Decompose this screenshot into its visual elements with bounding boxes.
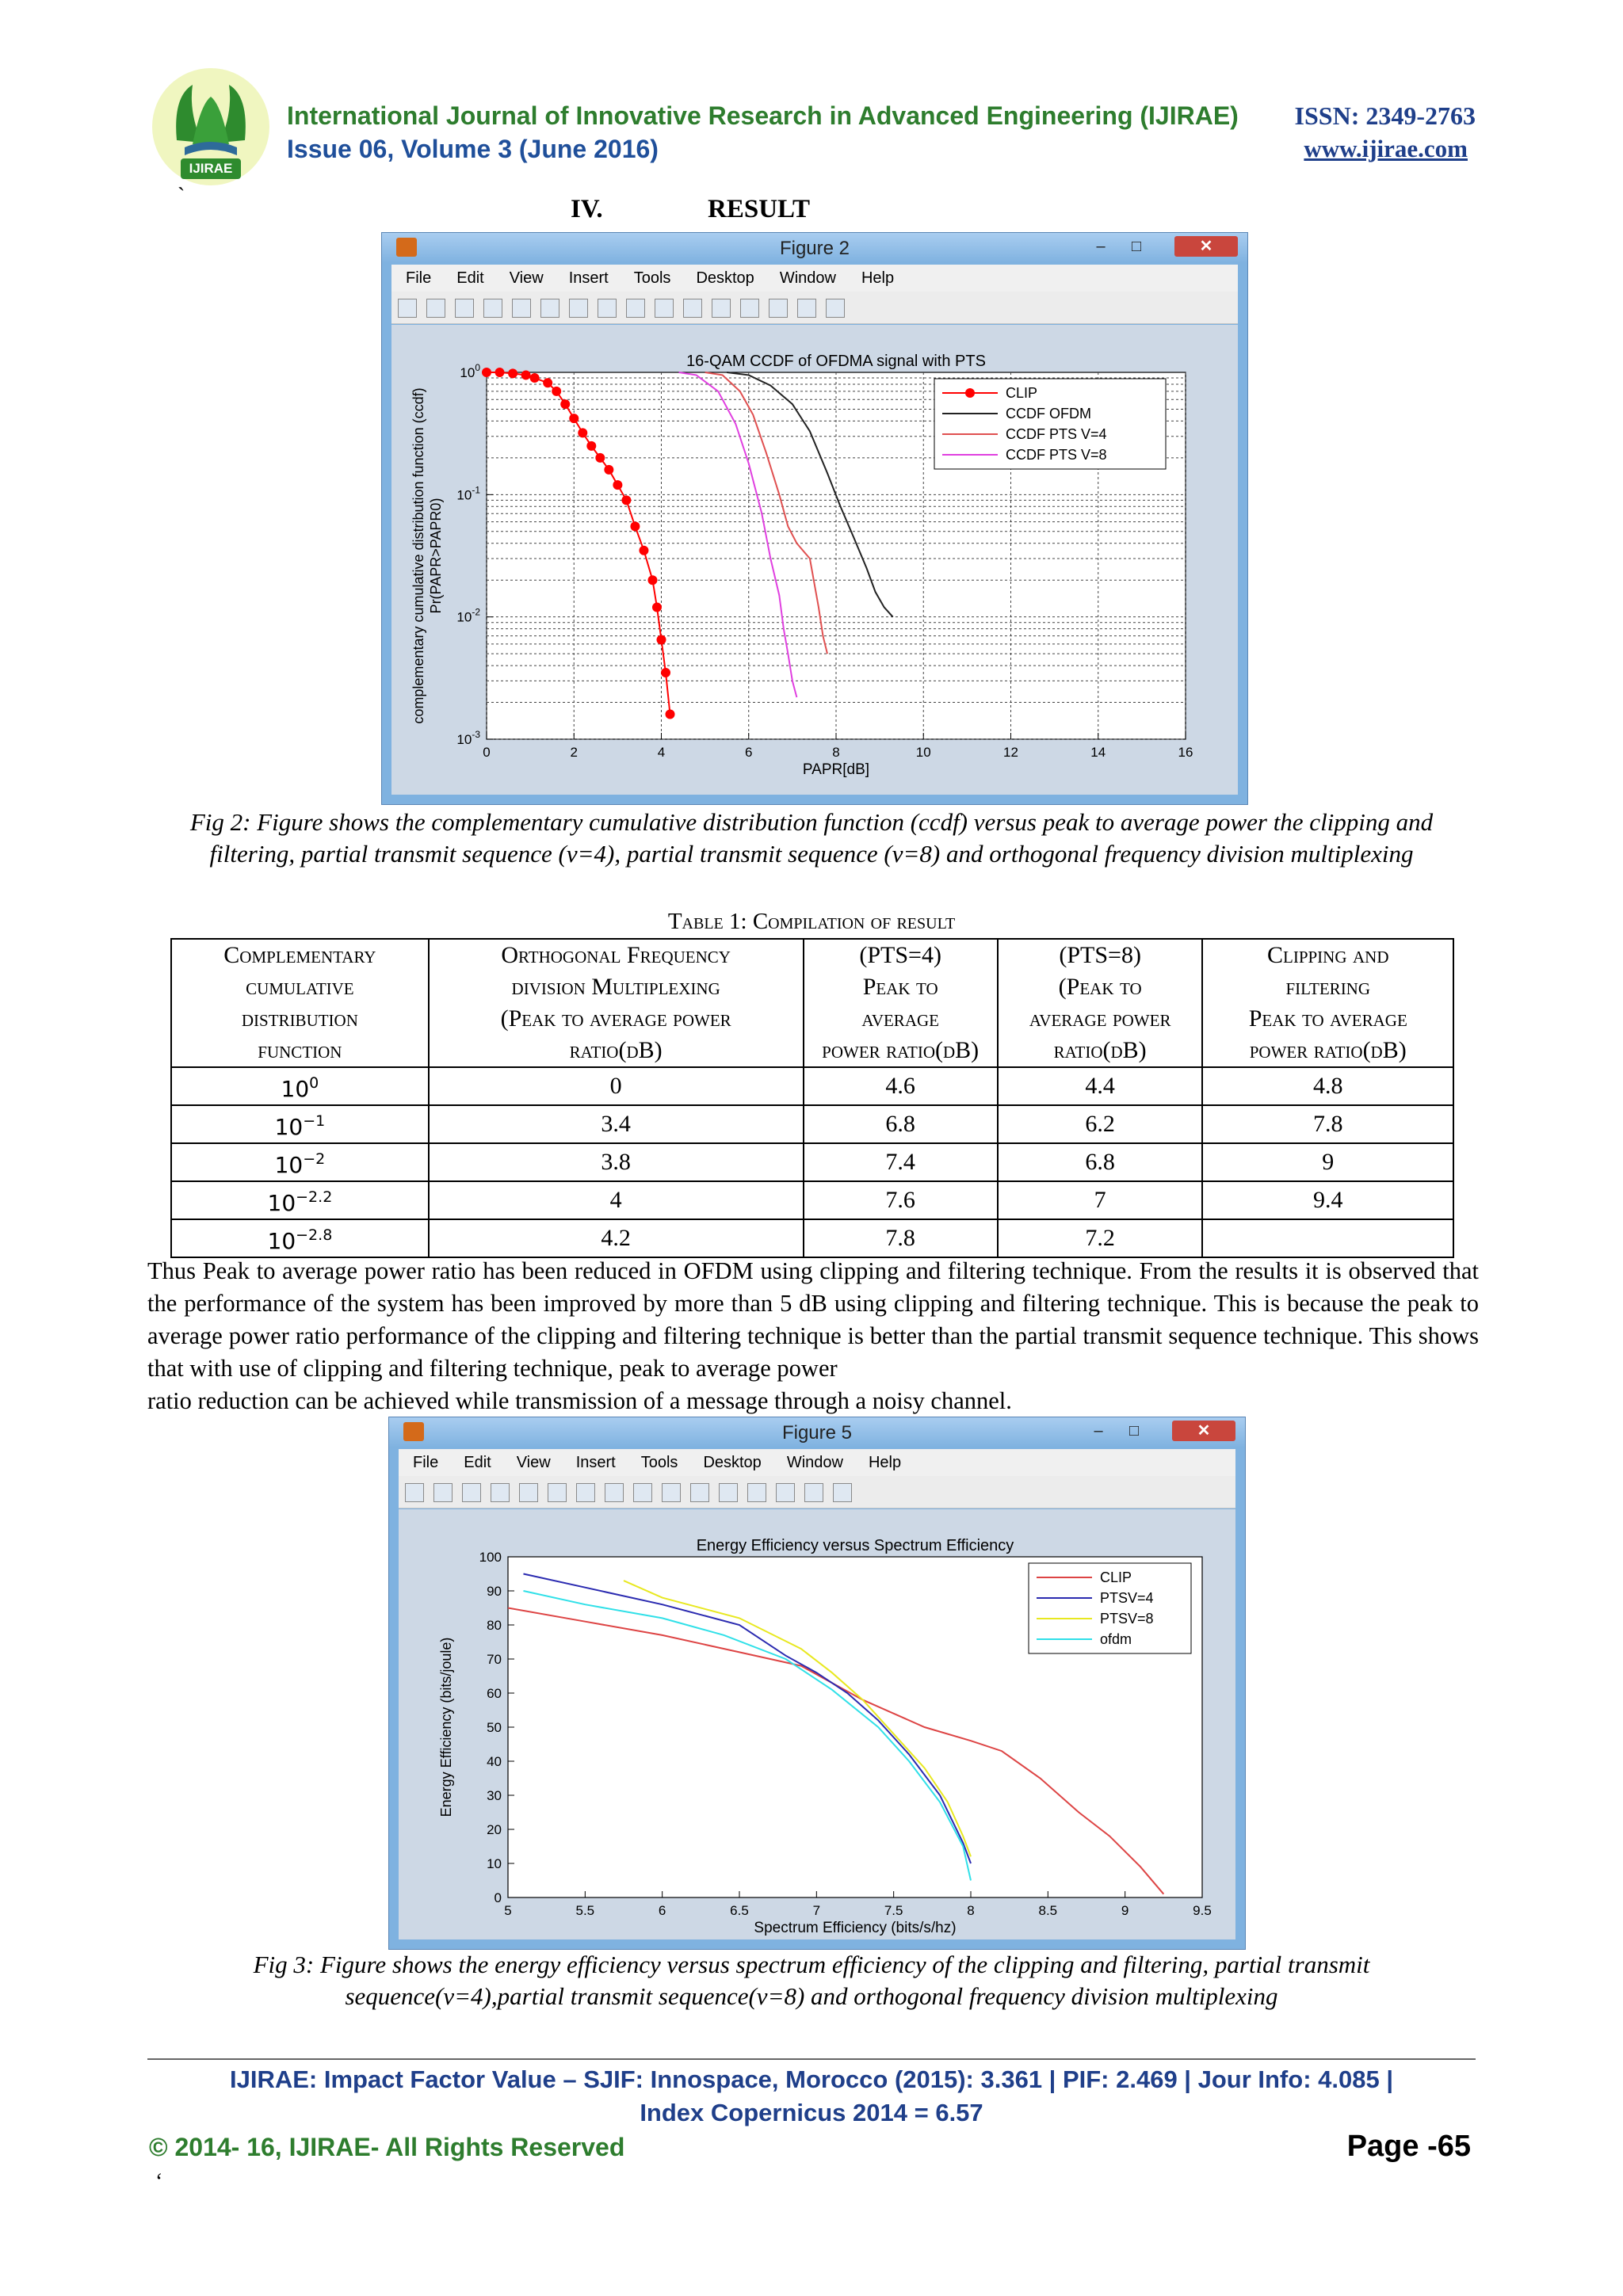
y-axis-label-2: Pr(PAPR>PAPR0) bbox=[428, 498, 444, 614]
data-point bbox=[521, 370, 531, 379]
legend-label: CCDF OFDM bbox=[1006, 406, 1091, 421]
y-tick-label: 10 bbox=[487, 1856, 502, 1871]
footer-divider bbox=[147, 2058, 1476, 2060]
journal-issue: Issue 06, Volume 3 (June 2016) bbox=[287, 135, 659, 163]
data-point bbox=[657, 635, 666, 645]
minimize-button[interactable]: – bbox=[1096, 238, 1106, 255]
pointer-icon[interactable] bbox=[519, 1483, 538, 1502]
legend-icon[interactable] bbox=[769, 299, 788, 318]
figure2-plot-area bbox=[391, 325, 1238, 795]
table-header-line: power ratio(dB) bbox=[822, 1037, 980, 1063]
table-row bbox=[171, 1105, 1453, 1143]
stray-mark: ` bbox=[178, 184, 185, 208]
table-header-cell bbox=[1202, 939, 1453, 1067]
fig2-caption: Fig 2: Figure shows the complementary cumulative distribution function (ccdf) versus peak to average power the clipping and filtering, partial transmit sequence (v=4), partial transmit sequence (v=8) and orthogonal frequency division multiplexing bbox=[189, 808, 1434, 868]
legend-label: CCDF PTS V=4 bbox=[1006, 426, 1107, 442]
table-cell: 6.2 bbox=[998, 1105, 1203, 1143]
table-header-line: (PTS=4) bbox=[859, 942, 941, 968]
table-cell: 3.8 bbox=[429, 1143, 804, 1181]
table-header-cell bbox=[171, 939, 429, 1067]
figure5-window bbox=[388, 1417, 1246, 1950]
x-tick-label: 9.5 bbox=[1193, 1903, 1212, 1918]
menu-help[interactable]: Help bbox=[868, 1454, 902, 1471]
x-tick-label: 4 bbox=[657, 745, 666, 760]
table-cell: 4.6 bbox=[804, 1067, 998, 1105]
table-cell: 4.2 bbox=[429, 1219, 804, 1257]
zoom-in-icon[interactable] bbox=[548, 1483, 567, 1502]
y-tick-label: $10^0$ bbox=[460, 362, 480, 380]
data-point bbox=[647, 575, 657, 585]
table-header-cell bbox=[998, 939, 1203, 1067]
table-cell: 7.8 bbox=[1202, 1105, 1453, 1143]
data-point bbox=[613, 480, 622, 490]
ccdf-chart bbox=[391, 325, 1238, 795]
y-tick-label: 50 bbox=[487, 1720, 502, 1735]
table-cell: 3.4 bbox=[429, 1105, 804, 1143]
table-header-line: filtering bbox=[1285, 974, 1371, 1000]
table-header-line: Peak to bbox=[862, 974, 938, 1000]
table-cell: 4.8 bbox=[1202, 1067, 1453, 1105]
table-header-line: (PTS=8) bbox=[1059, 942, 1141, 968]
hide-tools-icon[interactable] bbox=[804, 1483, 823, 1502]
menu-tools[interactable]: Tools bbox=[633, 269, 671, 287]
data-point bbox=[661, 668, 670, 677]
table-header-line: (Peak to average power bbox=[500, 1005, 731, 1032]
link-icon[interactable] bbox=[719, 1483, 738, 1502]
figure5-plot-area bbox=[399, 1509, 1235, 1939]
data-point bbox=[586, 441, 596, 451]
x-tick-label: 6 bbox=[745, 745, 753, 760]
table-header-line: Complementary bbox=[223, 942, 376, 968]
section-number: IV. bbox=[571, 195, 603, 223]
colorbar-icon[interactable] bbox=[747, 1483, 766, 1502]
energy-efficiency-chart bbox=[399, 1509, 1235, 1939]
x-tick-label: 8.5 bbox=[1038, 1903, 1058, 1918]
show-tools-icon[interactable] bbox=[833, 1483, 852, 1502]
link-icon[interactable] bbox=[712, 299, 731, 318]
menu-desktop[interactable]: Desktop bbox=[696, 269, 754, 287]
new-file-icon[interactable] bbox=[405, 1483, 424, 1502]
table-cell: 6.8 bbox=[998, 1143, 1203, 1181]
x-tick-label: 5.5 bbox=[575, 1903, 595, 1918]
table-header-line: ratio(dB) bbox=[569, 1037, 663, 1063]
x-tick-label: 12 bbox=[1003, 745, 1018, 760]
table-cell: 7.4 bbox=[804, 1143, 998, 1181]
data-cursor-icon[interactable] bbox=[662, 1483, 681, 1502]
menu-desktop[interactable]: Desktop bbox=[703, 1454, 762, 1471]
table-header-cell bbox=[804, 939, 998, 1067]
data-point bbox=[666, 709, 675, 719]
data-point bbox=[495, 368, 505, 377]
rotate-icon[interactable] bbox=[626, 299, 645, 318]
figure2-window bbox=[381, 232, 1248, 805]
x-tick-label: 0 bbox=[483, 745, 491, 760]
data-point bbox=[578, 428, 587, 437]
data-point bbox=[639, 546, 648, 555]
data-point bbox=[508, 368, 517, 378]
x-tick-label: 5 bbox=[504, 1903, 512, 1918]
table-header-cell bbox=[429, 939, 804, 1067]
pan-icon[interactable] bbox=[598, 299, 617, 318]
x-axis-label: PAPR[dB] bbox=[802, 761, 870, 778]
x-tick-label: 2 bbox=[570, 745, 578, 760]
table-cell bbox=[1202, 1219, 1453, 1257]
y-axis-label: complementary cumulative distribution function (ccdf) bbox=[411, 387, 426, 724]
menu-insert[interactable]: Insert bbox=[575, 1454, 616, 1471]
data-point bbox=[543, 378, 552, 387]
x-tick-label: 6 bbox=[658, 1903, 666, 1918]
table-header-line: cumulative bbox=[246, 974, 354, 1000]
pointer-icon[interactable] bbox=[512, 299, 531, 318]
footer-index-line: Index Copernicus 2014 = 6.57 bbox=[640, 2099, 983, 2126]
result-paragraph-last-line: ratio reduction can be achieved while transmission of a message through a noisy channel. bbox=[147, 1387, 1012, 1414]
table-row bbox=[171, 1143, 1453, 1181]
y-tick-label: $10^{-3}$ bbox=[456, 729, 480, 747]
legend-label: CLIP bbox=[1006, 385, 1038, 401]
table-cell: 7.2 bbox=[998, 1219, 1203, 1257]
figure2-title: Figure 2 bbox=[779, 238, 850, 259]
y-tick-label: 80 bbox=[487, 1618, 502, 1633]
table-cell: 7.8 bbox=[804, 1219, 998, 1257]
brush-icon[interactable] bbox=[690, 1483, 709, 1502]
result-paragraph: Thus Peak to average power ratio has been reduced in OFDM using clipping and filtering technique. From the results it is observed that the performance of the system has been improved by more than 5 dB using clipping and filtering technique. This is because the peak to average power ratio performance of the clipping and filtering technique is better than the partial transmit sequence technique. This shows that with use of clipping and filtering technique, peak to average power bbox=[147, 1257, 1479, 1382]
legend-label: ofdm bbox=[1100, 1631, 1132, 1647]
table-cell-ccdf: $10^{-2.2}$ bbox=[171, 1181, 429, 1219]
table-cell: 0 bbox=[429, 1067, 804, 1105]
table-cell: 9 bbox=[1202, 1143, 1453, 1181]
legend-label: CLIP bbox=[1100, 1569, 1132, 1585]
data-point bbox=[569, 414, 579, 423]
table-caption: Table 1: Compilation of result bbox=[667, 909, 956, 934]
menu-edit[interactable]: Edit bbox=[464, 1454, 491, 1471]
data-point bbox=[482, 368, 491, 377]
save-icon[interactable] bbox=[455, 299, 474, 318]
print-icon[interactable] bbox=[491, 1483, 510, 1502]
journal-url[interactable]: www.ijirae.com bbox=[1304, 135, 1468, 162]
x-tick-label: 7 bbox=[812, 1903, 821, 1918]
minimize-button[interactable]: – bbox=[1094, 1422, 1103, 1440]
legend-label: PTSV=4 bbox=[1100, 1590, 1154, 1606]
menu-window[interactable]: Window bbox=[779, 269, 836, 287]
open-folder-icon[interactable] bbox=[426, 299, 445, 318]
x-tick-label: 7.5 bbox=[884, 1903, 903, 1918]
footer-impact-line: IJIRAE: Impact Factor Value – SJIF: Innospace, Morocco (2015): 3.361 | PIF: 2.469 | Jour Info: 4.085 | bbox=[230, 2065, 1393, 2093]
figure2-toolbar bbox=[391, 292, 1238, 324]
page-number: Page -65 bbox=[1346, 2130, 1471, 2163]
chart-title: 16-QAM CCDF of OFDMA signal with PTS bbox=[686, 353, 986, 370]
menu-tools[interactable]: Tools bbox=[640, 1454, 678, 1471]
colorbar-icon[interactable] bbox=[740, 299, 759, 318]
y-tick-label: $10^{-1}$ bbox=[456, 484, 480, 503]
legend-icon[interactable] bbox=[776, 1483, 795, 1502]
table-row bbox=[171, 1067, 1453, 1105]
save-icon[interactable] bbox=[462, 1483, 481, 1502]
menu-insert[interactable]: Insert bbox=[568, 269, 609, 287]
brush-icon[interactable] bbox=[683, 299, 702, 318]
x-tick-label: 9 bbox=[1121, 1903, 1129, 1918]
table-row bbox=[171, 1181, 1453, 1219]
data-point bbox=[630, 521, 640, 531]
figure5-toolbar bbox=[399, 1476, 1235, 1508]
copyright: © 2014- 16, IJIRAE- All Rights Reserved bbox=[149, 2133, 625, 2161]
legend-label: PTSV=8 bbox=[1100, 1611, 1154, 1627]
menu-help[interactable]: Help bbox=[861, 269, 895, 287]
data-point bbox=[595, 453, 605, 463]
y-tick-label: 0 bbox=[494, 1890, 502, 1905]
figure5-titlebar[interactable] bbox=[389, 1417, 1245, 1447]
close-button[interactable]: ✕ bbox=[1174, 236, 1238, 257]
fig3-caption: Fig 3: Figure shows the energy efficiency versus spectrum efficiency of the clipping and filtering, partial transmit sequence(v=4),partial transmit sequence(v=8) and orthogonal frequency division multiplexing bbox=[253, 1951, 1370, 2010]
data-point bbox=[652, 602, 662, 612]
table-header-line: distribution bbox=[241, 1005, 358, 1032]
menu-view[interactable]: View bbox=[509, 269, 544, 287]
table-header-line: division Multiplexing bbox=[511, 974, 720, 1000]
x-tick-label: 10 bbox=[915, 745, 931, 760]
y-tick-label: $10^{-2}$ bbox=[456, 606, 480, 625]
figure5-title: Figure 5 bbox=[781, 1422, 853, 1444]
open-folder-icon[interactable] bbox=[433, 1483, 453, 1502]
journal-title: International Journal of Innovative Research in Advanced Engineering (IJIRAE) bbox=[287, 101, 1239, 130]
table-cell: 6.8 bbox=[804, 1105, 998, 1143]
rotate-icon[interactable] bbox=[633, 1483, 652, 1502]
logo-text: IJIRAE bbox=[189, 161, 233, 176]
x-tick-label: 16 bbox=[1178, 745, 1193, 760]
table-row bbox=[171, 1219, 1453, 1257]
new-file-icon[interactable] bbox=[398, 299, 417, 318]
data-point bbox=[552, 387, 561, 396]
table-header-line: power ratio(dB) bbox=[1249, 1037, 1407, 1063]
figure2-menubar bbox=[391, 265, 1238, 292]
section-title: RESULT bbox=[708, 195, 811, 223]
table-cell: 7 bbox=[998, 1181, 1203, 1219]
table-header-row bbox=[171, 939, 1453, 1067]
print-icon[interactable] bbox=[483, 299, 502, 318]
data-point bbox=[621, 495, 631, 505]
menu-file[interactable]: File bbox=[413, 1454, 439, 1471]
pan-icon[interactable] bbox=[605, 1483, 624, 1502]
table-header-line: Orthogonal Frequency bbox=[501, 942, 731, 968]
data-point bbox=[604, 465, 613, 475]
result-table bbox=[170, 938, 1454, 1258]
data-cursor-icon[interactable] bbox=[655, 299, 674, 318]
table-header-line: average bbox=[861, 1005, 939, 1032]
menu-window[interactable]: Window bbox=[786, 1454, 843, 1471]
table-cell-ccdf: $10^0$ bbox=[171, 1067, 429, 1105]
chart-title: Energy Efficiency versus Spectrum Efficiency bbox=[696, 1537, 1014, 1554]
zoom-out-icon[interactable] bbox=[569, 299, 588, 318]
data-point bbox=[530, 373, 540, 383]
table-cell: 9.4 bbox=[1202, 1181, 1453, 1219]
table-header-line: Peak to average bbox=[1248, 1005, 1407, 1032]
table-cell-ccdf: $10^{-2}$ bbox=[171, 1143, 429, 1181]
table-cell-ccdf: $10^{-2.8}$ bbox=[171, 1219, 429, 1257]
journal-issn: ISSN: 2349-2763 bbox=[1294, 101, 1476, 130]
table-header-line: ratio(dB) bbox=[1053, 1037, 1147, 1063]
y-axis-label: Energy Efficiency (bits/joule) bbox=[438, 1637, 454, 1817]
y-tick-label: 100 bbox=[479, 1550, 502, 1565]
maximize-button[interactable]: □ bbox=[1131, 238, 1142, 255]
figure2-titlebar[interactable] bbox=[382, 233, 1247, 263]
table-cell: 7.6 bbox=[804, 1181, 998, 1219]
x-tick-label: 8 bbox=[832, 745, 840, 760]
y-tick-label: 20 bbox=[487, 1822, 502, 1837]
zoom-in-icon[interactable] bbox=[540, 299, 559, 318]
hide-tools-icon[interactable] bbox=[797, 299, 816, 318]
y-tick-label: 40 bbox=[487, 1754, 502, 1769]
table-cell: 4 bbox=[429, 1181, 804, 1219]
x-axis-label: Spectrum Efficiency (bits/s/hz) bbox=[754, 1920, 957, 1936]
table-cell: 4.4 bbox=[998, 1067, 1203, 1105]
y-tick-label: 60 bbox=[487, 1686, 502, 1701]
y-tick-label: 90 bbox=[487, 1584, 502, 1599]
x-tick-label: 14 bbox=[1090, 745, 1106, 760]
menu-file[interactable]: File bbox=[406, 269, 432, 287]
zoom-out-icon[interactable] bbox=[576, 1483, 595, 1502]
table-header-line: (Peak to bbox=[1058, 974, 1142, 1000]
close-button[interactable]: ✕ bbox=[1172, 1421, 1235, 1441]
menu-edit[interactable]: Edit bbox=[456, 269, 484, 287]
data-point bbox=[560, 399, 570, 409]
figure5-menubar bbox=[399, 1449, 1235, 1476]
show-tools-icon[interactable] bbox=[826, 299, 845, 318]
menu-view[interactable]: View bbox=[516, 1454, 551, 1471]
table-header-line: average power bbox=[1029, 1005, 1171, 1032]
table-header-line: function bbox=[258, 1037, 342, 1063]
maximize-button[interactable]: □ bbox=[1128, 1422, 1140, 1440]
legend-marker bbox=[965, 388, 975, 398]
legend-label: CCDF PTS V=8 bbox=[1006, 447, 1107, 463]
x-tick-label: 8 bbox=[967, 1903, 975, 1918]
table-cell-ccdf: $10^{-1}$ bbox=[171, 1105, 429, 1143]
y-tick-label: 70 bbox=[487, 1652, 502, 1667]
stray-mark: ‘ bbox=[155, 2169, 163, 2194]
table-header-line: Clipping and bbox=[1266, 942, 1389, 968]
x-tick-label: 6.5 bbox=[730, 1903, 749, 1918]
y-tick-label: 30 bbox=[487, 1788, 502, 1803]
journal-logo bbox=[145, 65, 277, 192]
